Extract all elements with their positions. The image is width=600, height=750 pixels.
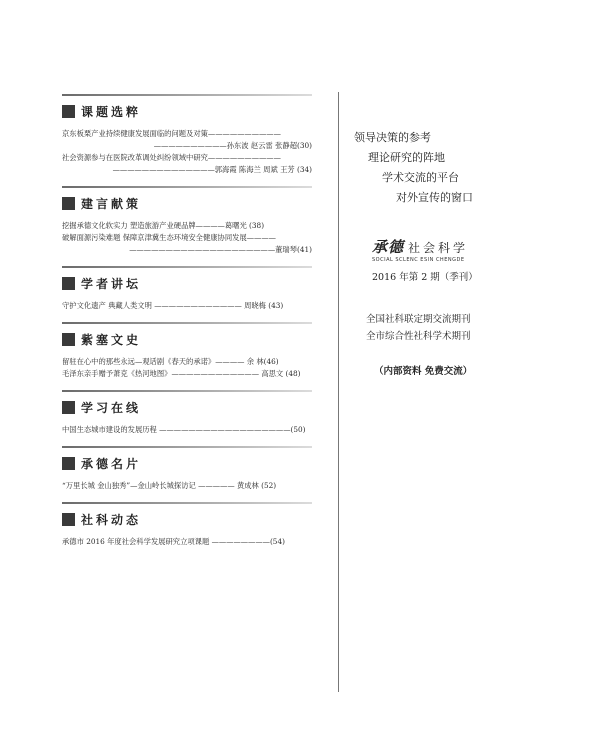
toc-entry-authors: ——————————————郭海霞 陈海兰 周斌 王芳 (34) (112, 165, 312, 174)
section-marker-icon (62, 333, 75, 346)
toc-entry[interactable] (62, 368, 312, 380)
toc-section (62, 446, 312, 492)
section-title: 建言献策 (81, 196, 142, 211)
section-title: 学者讲坛 (81, 276, 142, 291)
toc-entry-authors: ——————————孙东波 赵云雷 张静超(30) (153, 141, 312, 150)
toc-entry-title: 京东板栗产业持续健康发展面临的问题及对策—————————— (62, 129, 281, 138)
section-header (62, 398, 312, 416)
toc-section (62, 390, 312, 436)
toc-entry[interactable] (62, 220, 312, 232)
toc-entry-title: 中国生态城市建设的发展历程 ——————————————————(50) (62, 425, 306, 434)
logo-english-subtitle: SOCIAL SCLENC ESIN CHENGDE (372, 257, 465, 263)
toc-entry-title: 守护文化遗产 典藏人类文明 ———————————— 周晓梅 (43) (62, 301, 284, 310)
section-title: 紫塞文史 (81, 332, 142, 347)
section-marker-icon (62, 457, 75, 470)
toc-entry-title: 破解面源污染难题 保障京津冀生态环境安全健康协同发展———— (62, 233, 276, 242)
toc-entry-title: 承德市 2016 年度社会科学发展研究立项课题 ————————(54) (62, 537, 285, 546)
internal-notice: （内部资料 免费交流） (374, 366, 473, 377)
vertical-divider (338, 92, 339, 692)
journal-category-line: 全市综合性社科学术期刊 (366, 331, 471, 342)
section-marker-icon (62, 513, 75, 526)
logo-title: 社会科学 (408, 241, 469, 255)
toc-entry-title: 社会资源参与在医院改革调处纠纷领域中研究—————————— (62, 153, 281, 162)
toc-entry-title: 挖掘承德文化软实力 塑造旅游产业硬品牌————葛曙光 (38) (62, 221, 265, 230)
journal-category-line: 全国社科联定期交流期刊 (366, 314, 471, 325)
logo-calligraphy: 承德 (372, 238, 405, 256)
toc-section (62, 94, 312, 176)
toc-entry-title: “万里长城 金山独秀”—金山岭长城探访记 ————— 黄成林 (52) (62, 481, 277, 490)
section-rule (62, 322, 312, 324)
toc-entry[interactable] (62, 152, 312, 176)
section-header (62, 330, 312, 348)
toc-entry[interactable] (62, 480, 312, 492)
section-marker-icon (62, 197, 75, 210)
toc-entry[interactable] (62, 128, 312, 152)
slogan-line: 对外宣传的窗口 (396, 191, 473, 204)
section-header (62, 454, 312, 472)
toc-entry[interactable] (62, 424, 312, 436)
section-marker-icon (62, 401, 75, 414)
section-marker-icon (62, 277, 75, 290)
toc-entry[interactable] (62, 356, 312, 368)
journal-logo (372, 236, 584, 257)
journal-info-panel (354, 128, 584, 377)
toc-entry[interactable] (62, 300, 312, 312)
issue-number: 2016 年第 2 期（季刊） (372, 272, 478, 283)
slogan-line: 学术交流的平台 (382, 171, 459, 184)
section-rule (62, 186, 312, 188)
section-rule (62, 446, 312, 448)
section-rule (62, 502, 312, 504)
toc-entry[interactable] (62, 232, 312, 256)
section-marker-icon (62, 105, 75, 118)
section-rule (62, 94, 312, 96)
toc-entry[interactable] (62, 536, 312, 548)
toc-section (62, 186, 312, 256)
toc-entry-title: 留驻在心中的那些永远—观话剧《春天的承诺》———— 余 林(46) (62, 357, 279, 366)
section-title: 社科动态 (81, 512, 142, 527)
slogan-line: 理论研究的阵地 (368, 151, 445, 164)
section-header (62, 194, 312, 212)
section-header (62, 510, 312, 528)
section-header (62, 102, 312, 120)
toc-entry-title: 毛泽东亲手赠予萧克《热河地图》———————————— 高思文 (48) (62, 369, 301, 378)
table-of-contents (62, 92, 312, 558)
toc-entry-authors: ————————————————————董瑞琴(41) (129, 245, 312, 254)
slogan-line: 领导决策的参考 (354, 131, 431, 144)
section-rule (62, 390, 312, 392)
section-title: 承德名片 (81, 456, 142, 471)
section-rule (62, 266, 312, 268)
section-header (62, 274, 312, 292)
toc-section (62, 322, 312, 380)
toc-section (62, 502, 312, 548)
toc-section (62, 266, 312, 312)
section-title: 课题选粹 (81, 104, 142, 119)
section-title: 学习在线 (81, 400, 142, 415)
